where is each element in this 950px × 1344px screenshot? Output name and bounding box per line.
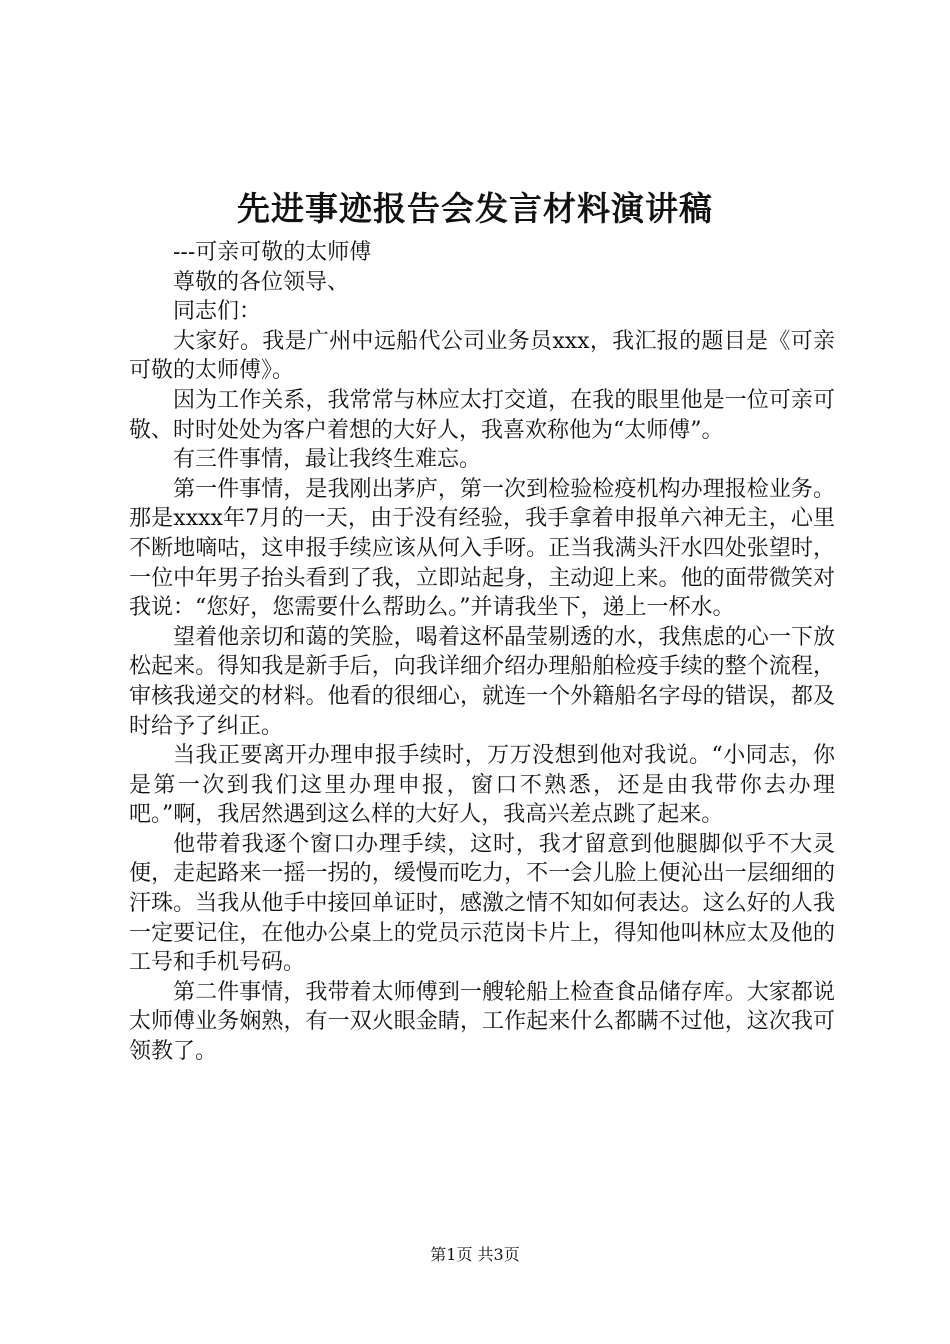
paragraph: 第二件事情，我带着太师傅到一艘轮船上检查食品储存库。大家都说太师傅业务娴熟，有一双火眼金睛，工作起来什么都瞒不过他，这次我可领教了。 [129, 979, 835, 1065]
paragraph: 大家好。我是广州中远船代公司业务员xxx，我汇报的题目是《可亲可敬的太师傅》。 [129, 328, 835, 384]
paragraph: 望着他亲切和蔼的笑脸，喝着这杯晶莹剔透的水，我焦虑的心一下放松起来。得知我是新手后，向我详细介绍办理船舶检疫手续的整个流程，审核我递交的材料。他看的很细心，就连一个外籍船名字母的错误，都及时给予了纠正。 [129, 624, 835, 739]
paragraph: 当我正要离开办理申报手续时，万万没想到他对我说。“小同志，你是第一次到我们这里办理申报，窗口不熟悉，还是由我带你去办理吧。”啊，我居然遇到这么样的大好人，我高兴差点跳了起来。 [129, 743, 835, 828]
document-title: 先进事迹报告会发言材料演讲稿 [237, 189, 713, 228]
page-footer: 第1页 共3页 [430, 1245, 520, 1264]
paragraph: 有三件事情，最让我终生难忘。 [173, 447, 482, 473]
subtitle: ---可亲可敬的太师傅 [173, 240, 372, 265]
paragraph: 第一件事情，是我刚出茅庐，第一次到检验检疫机构办理报检业务。那是xxxx年7月的一天，由于没有经验，我手拿着申报单六神无主，心里不断地嘀咕，这申报手续应该从何入手呀。正当我满头汗水四处张望时，一位中年男子抬头看到了我，立即站起身，主动迎上来。他的面带微笑对我说：“您好，您需要什么帮助么。”并请我坐下，递上一杯水。 [129, 476, 835, 621]
paragraph: 因为工作关系，我常常与林应太打交道，在我的眼里他是一位可亲可敬、时时处处为客户着想的大好人，我喜欢称他为“太师傅”。 [129, 387, 835, 443]
salutation-line-2: 同志们： [173, 299, 262, 325]
document-body [129, 238, 835, 1067]
paragraph: 他带着我逐个窗口办理手续，这时，我才留意到他腿脚似乎不大灵便，走起路来一摇一拐的，缓慢而吃力，不一会儿脸上便沁出一层细细的汗珠。当我从他手中接回单证时，感激之情不知如何表达。这么好的人我一定要记住，在他办公桌上的党员示范岗卡片上，得知他叫林应太及他的工号和手机号码。 [129, 831, 835, 976]
salutation-line-1: 尊敬的各位领导、 [173, 269, 350, 295]
